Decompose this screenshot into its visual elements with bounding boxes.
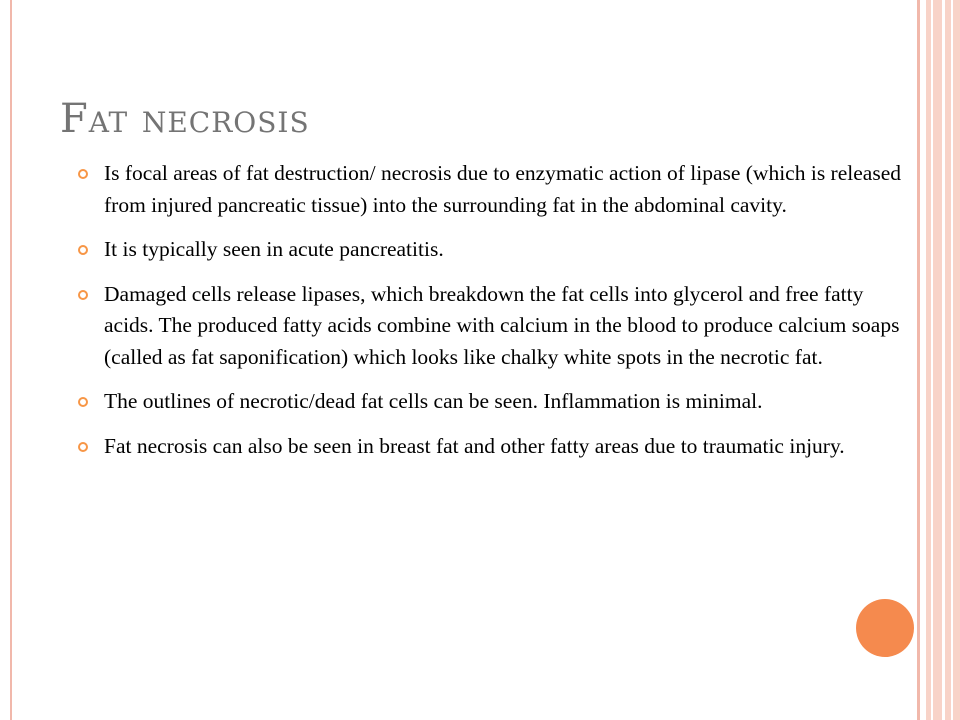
slide-title: Fat necrosis <box>60 96 310 142</box>
bullet-item <box>78 431 903 463</box>
bullet-ring-icon <box>78 245 88 255</box>
bullet-text: Damaged cells release lipases, which breakdown the fat cells into glycerol and free fatty acids. The produced fatty acids combine with calcium in the blood to produce calcium soaps (called as fat saponification) which looks like chalky white spots in the necrotic fat. <box>104 281 900 369</box>
bullet-item <box>78 158 903 221</box>
bullet-item <box>78 279 903 374</box>
bullet-list <box>78 158 903 475</box>
left-frame-line <box>10 0 12 720</box>
stripe-line <box>931 0 933 720</box>
bullet-text: Fat necrosis can also be seen in breast fat and other fatty areas due to traumatic injury. <box>104 433 845 458</box>
right-frame-line <box>917 0 920 720</box>
bullet-ring-icon <box>78 290 88 300</box>
stripe-line <box>951 0 953 720</box>
bullet-text: Is focal areas of fat destruction/ necrosis due to enzymatic action of lipase (which is released from injured pancreatic tissue) into the surrounding fat in the abdominal cavity. <box>104 161 901 217</box>
decorative-circle-icon <box>856 599 914 657</box>
bullet-ring-icon <box>78 442 88 452</box>
bullet-item <box>78 386 903 418</box>
bullet-text: It is typically seen in acute pancreatitis. <box>104 237 444 261</box>
bullet-ring-icon <box>78 397 88 407</box>
bullet-ring-icon <box>78 169 88 179</box>
bullet-item <box>78 234 903 266</box>
bullet-text: The outlines of necrotic/dead fat cells can be seen. Inflammation is minimal. <box>104 389 763 413</box>
stripe-line <box>942 0 945 720</box>
